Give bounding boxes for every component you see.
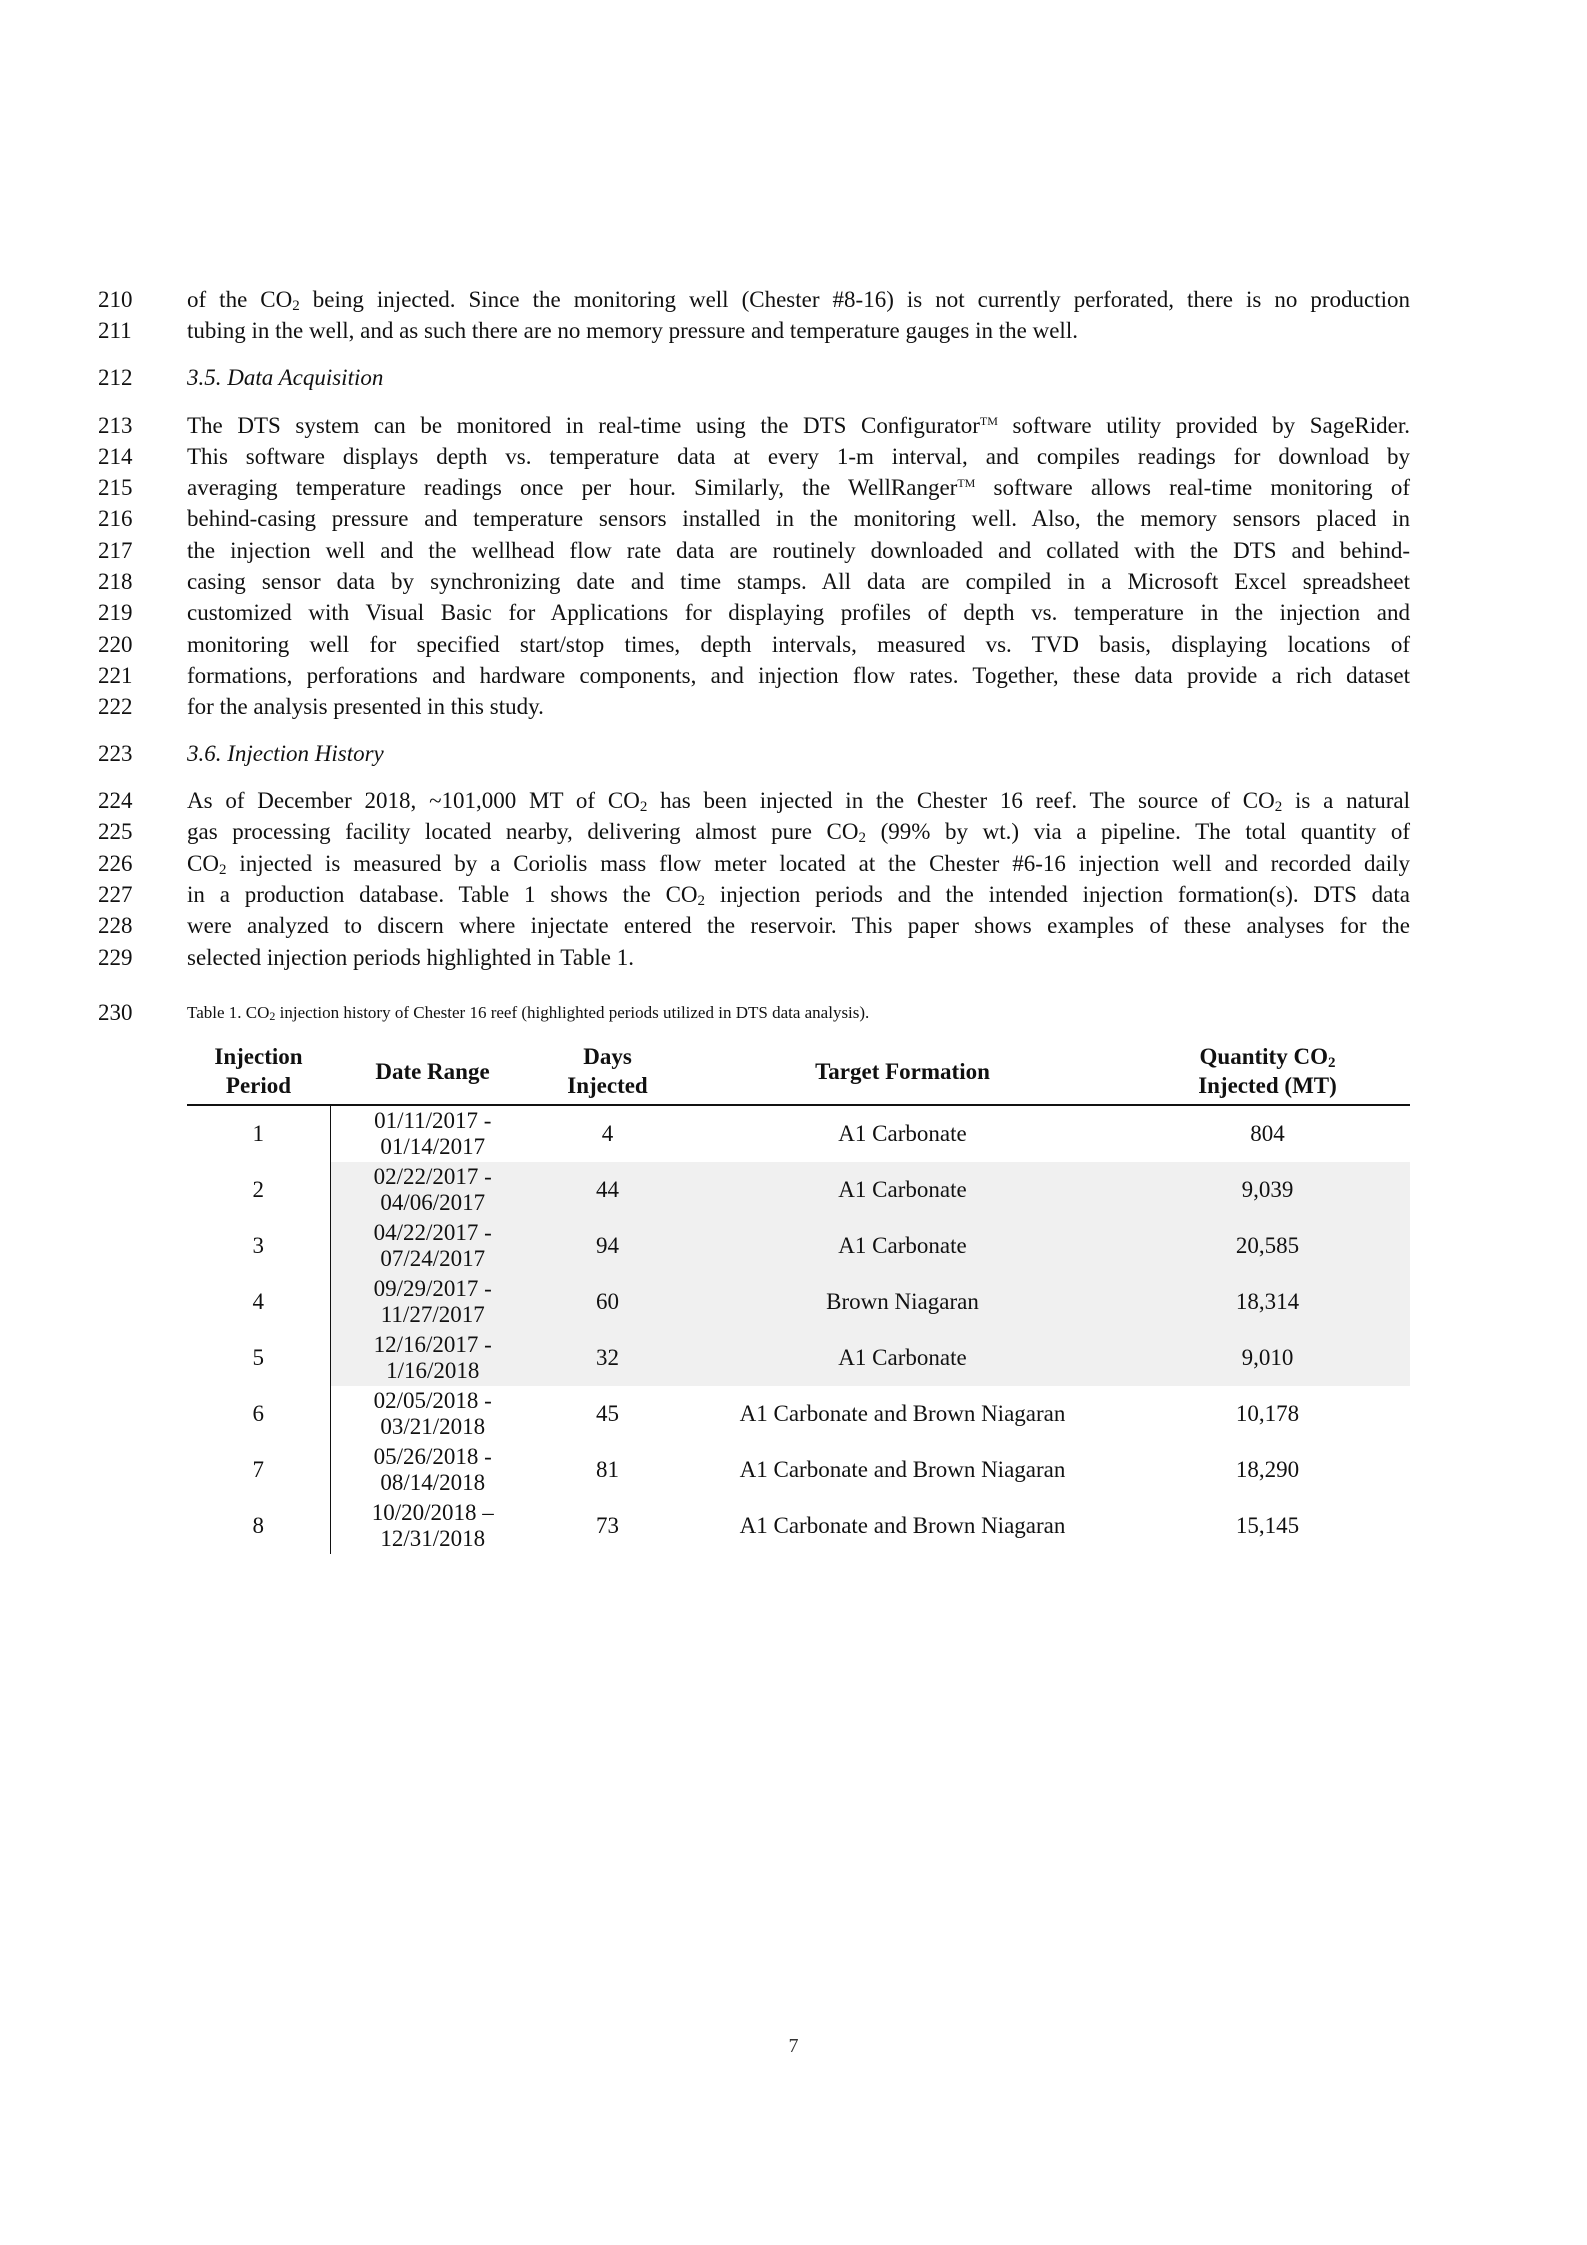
text-line: $CO_2$ injected is measured by a Coriolis mass flow meter located at the Chester #6-16 injection well and recorded daily [187, 851, 1410, 878]
page-number: 7 [788, 2035, 799, 2057]
line-number: 226 [98, 851, 133, 876]
cell-date-range: 05/26/2018 - 08/14/2018 [373, 1444, 492, 1495]
line-number: 221 [98, 663, 133, 688]
cell-period: 8 [187, 1498, 330, 1554]
cell-date-range: 04/22/2017 - 07/24/2017 [330, 1218, 535, 1274]
cell-target-formation: A1 Carbonate [680, 1330, 1125, 1386]
cell-period: 4 [187, 1274, 330, 1330]
cell-date-range: 02/22/2017 - 04/06/2017 [330, 1162, 535, 1218]
line-number: 219 [98, 600, 133, 625]
line-number: 224 [98, 788, 133, 813]
line-number: 229 [98, 945, 133, 970]
cell-days-injected: 94 [535, 1218, 680, 1274]
text-line: tubing in the well, and as such there are no memory pressure and temperature gauges in the well. [187, 318, 1078, 343]
text-line: This software displays depth vs. temperature data at every 1-m interval, and compiles readings for download by [187, 444, 1410, 469]
text-line: gas processing facility located nearby, delivering almost pure $CO_2$ (99% by wt.) via a pipeline. The total quantity of [187, 819, 1410, 846]
cell-target-formation: A1 Carbonate and Brown Niagaran [739, 1457, 1066, 1482]
text-line: casing sensor data by synchronizing date and time stamps. All data are compiled in a Microsoft Excel spreadsheet [187, 569, 1410, 594]
table-row [187, 1498, 1410, 1554]
table-row [187, 1330, 1410, 1386]
cell-quantity: 20,585 [1125, 1218, 1410, 1274]
table-row [187, 1274, 1410, 1330]
cell-quantity: 9,039 [1125, 1162, 1410, 1218]
cell-quantity: 18,314 [1125, 1274, 1410, 1330]
cell-period: 1 [187, 1105, 330, 1162]
cell-days-injected: 60 [535, 1274, 680, 1330]
line-number: 225 [98, 819, 133, 844]
cell-days-injected: 32 [535, 1330, 680, 1386]
line-number: 216 [98, 506, 133, 531]
cell-days-injected: 44 [535, 1162, 680, 1218]
cell-target-formation: A1 Carbonate [680, 1162, 1125, 1218]
line-number: 211 [98, 318, 132, 343]
cell-quantity: 9,010 [1125, 1330, 1410, 1386]
cell-quantity: 18,290 [1235, 1457, 1300, 1482]
cell-period: 5 [187, 1330, 330, 1386]
table-row [187, 1386, 1410, 1442]
text-line: customized with Visual Basic for Applications for displaying profiles of depth vs. temperature in the injection and [187, 600, 1410, 625]
cell-days-injected: 81 [596, 1457, 619, 1482]
line-number: 213 [98, 413, 133, 438]
table-caption: Table 1. $CO_2$ injection history of Chester 16 reef (highlighted periods utilized in DTS data analysis). [187, 1003, 870, 1023]
line-number: 220 [98, 632, 133, 657]
cell-period: 6 [187, 1386, 330, 1442]
line-number: 227 [98, 882, 133, 907]
line-number: 228 [98, 913, 133, 938]
table-row [187, 1442, 1410, 1498]
cell-target-formation: A1 Carbonate and Brown Niagaran [739, 1401, 1066, 1426]
header-target-formation: Target Formation [680, 1038, 1125, 1105]
cell-date-range: 01/11/2017 - 01/14/2017 [374, 1108, 492, 1159]
line-number: 223 [98, 741, 133, 766]
table-row [187, 1105, 1410, 1162]
line-number: 222 [98, 694, 133, 719]
line-number: 210 [98, 287, 133, 312]
table-header-row [187, 1038, 1410, 1105]
cell-date-range: 10/20/2018 – 12/31/2018 [371, 1500, 494, 1551]
cell-quantity: 10,178 [1235, 1401, 1300, 1426]
text-line: for the analysis presented in this study. [187, 694, 544, 719]
cell-days-injected: 45 [596, 1401, 619, 1426]
text-line: As of December 2018, ~101,000 MT of $CO_2$ has been injected in the Chester 16 reef. The source of $CO_2$ is a natural [187, 788, 1410, 815]
cell-days-injected: 4 [601, 1121, 614, 1146]
text-line: formations, perforations and hardware components, and injection flow rates. Together, these data provide a rich dataset [187, 663, 1410, 688]
text-line: selected injection periods highlighted in Table 1. [187, 945, 634, 970]
cell-quantity: 15,145 [1235, 1513, 1300, 1538]
line-number: 217 [98, 538, 133, 563]
section-heading: 3.5. Data Acquisition [187, 365, 384, 390]
cell-quantity: 804 [1250, 1121, 1285, 1146]
line-number: 215 [98, 475, 133, 500]
text-line: the injection well and the wellhead flow rate data are routinely downloaded and collated with the DTS and behind- [187, 538, 1410, 563]
injection-history-table [187, 1038, 1410, 1554]
line-number: 214 [98, 444, 133, 469]
section-heading: 3.6. Injection History [187, 741, 384, 766]
text-line: of the $CO_2$ being injected. Since the monitoring well (Chester #8-16) is not currently perforated, there is no production [187, 287, 1410, 314]
cell-days-injected: 73 [596, 1513, 619, 1538]
header-quantity-co2: Quantity $CO_2$ Injected (MT) [1125, 1038, 1410, 1105]
text-line: The DTS system can be monitored in real-time using the DTS Configurator™ software utility provided by SageRider. [187, 413, 1410, 438]
header-date-range: Date Range [330, 1038, 535, 1105]
line-number: 230 [98, 1000, 133, 1025]
cell-target-formation: A1 Carbonate [838, 1121, 967, 1146]
header-injection-period: Injection Period [187, 1038, 330, 1105]
text-line: were analyzed to discern where injectate entered the reservoir. This paper shows examples of these analyses for the [187, 913, 1410, 938]
cell-period: 2 [187, 1162, 330, 1218]
header-days-injected: Days Injected [535, 1038, 680, 1105]
cell-period: 7 [187, 1442, 330, 1498]
text-line: averaging temperature readings once per hour. Similarly, the WellRanger™ software allows real-time monitoring of [187, 475, 1410, 500]
cell-date-range: 12/16/2017 - 1/16/2018 [330, 1330, 535, 1386]
line-number: 212 [98, 365, 133, 390]
cell-period: 3 [187, 1218, 330, 1274]
line-number: 218 [98, 569, 133, 594]
text-line: behind-casing pressure and temperature sensors installed in the monitoring well. Also, the memory sensors placed in [187, 506, 1410, 531]
table-row [187, 1218, 1410, 1274]
cell-target-formation: A1 Carbonate and Brown Niagaran [739, 1513, 1066, 1538]
cell-date-range: 02/05/2018 - 03/21/2018 [373, 1388, 492, 1439]
cell-target-formation: Brown Niagaran [680, 1274, 1125, 1330]
table-row [187, 1162, 1410, 1218]
cell-date-range: 09/29/2017 - 11/27/2017 [330, 1274, 535, 1330]
text-line: monitoring well for specified start/stop times, depth intervals, measured vs. TVD basis, displaying locations of [187, 632, 1410, 657]
text-line: in a production database. Table 1 shows the $CO_2$ injection periods and the intended injection formation(s). DTS data [187, 882, 1410, 909]
cell-target-formation: A1 Carbonate [680, 1218, 1125, 1274]
